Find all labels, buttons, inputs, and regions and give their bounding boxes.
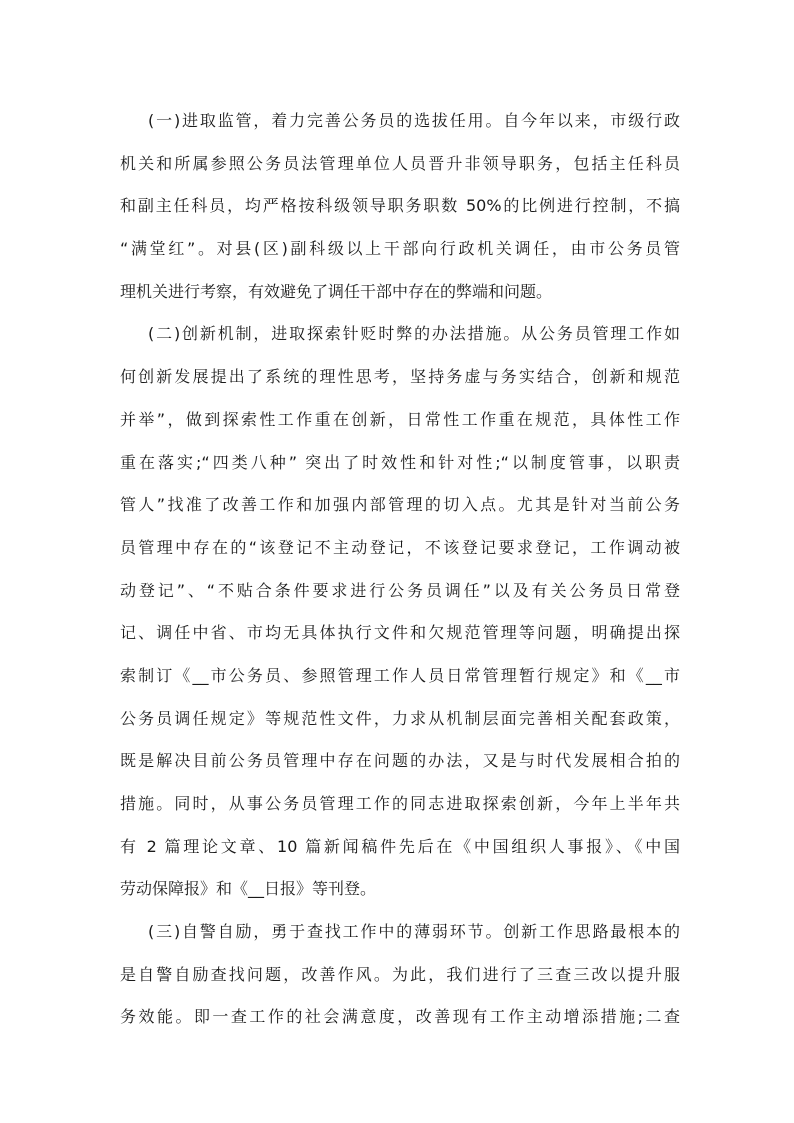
text-line: “满堂红”。对县(区)副科级以上干部向行政机关调任，由市公务员管: [120, 239, 680, 259]
text-line: (三)自警自励，勇于查找工作中的薄弱环节。创新工作思路最根本的: [148, 922, 680, 942]
text-line: 索制订《__市公务员、参照管理工作人员日常管理暂行规定》和《__市: [120, 665, 680, 685]
text-line: 何创新发展提出了系统的理性思考，坚持务虚与务实结合，创新和规范: [120, 367, 680, 387]
paragraph-2: [120, 313, 680, 911]
document-body: [120, 100, 680, 1039]
text-line: 和副主任科员，均严格按科级领导职务职数 50%的比例进行控制，不搞: [120, 196, 680, 216]
text-line: 既是解决目前公务员管理中存在问题的办法，又是与时代发展相合拍的: [120, 751, 680, 771]
text-line: 动登记”、“不贴合条件要求进行公务员调任”以及有关公务员日常登: [120, 580, 680, 600]
text-line: 公务员调任规定》等规范性文件，力求从机制层面完善相关配套政策，: [120, 708, 680, 728]
paragraph-1: [120, 100, 680, 313]
text-line: 劳动保障报》和《__日报》等刊登。: [120, 879, 377, 899]
text-line: 措施。同时，从事公务员管理工作的同志进取探索创新，今年上半年共: [120, 794, 680, 813]
text-line: 记、调任中省、市均无具体执行文件和欠规范管理等问题，明确提出探: [120, 623, 680, 643]
text-line: 员管理中存在的“该登记不主动登记，不该登记要求登记，工作调动被: [120, 537, 680, 557]
text-line: (一)进取监管，着力完善公务员的选拔任用。自今年以来，市级行政: [148, 111, 680, 130]
text-line: 并举”，做到探索性工作重在创新，日常性工作重在规范，具体性工作: [120, 409, 680, 429]
text-line: 有 2 篇理论文章、10 篇新闻稿件先后在《中国组织人事报》、《中国: [120, 836, 680, 856]
paragraph-3: [120, 911, 680, 1039]
text-line: (二)创新机制，进取探索针贬时弊的办法措施。从公务员管理工作如: [148, 324, 680, 344]
text-line: 是自警自励查找问题，改善作风。为此，我们进行了三查三改以提升服: [120, 964, 680, 984]
text-line: 重在落实;“四类八种” 突出了时效性和针对性;“以制度管事，以职责: [120, 452, 680, 472]
text-line: 务效能。即一查工作的社会满意度，改善现有工作主动增添措施;二查: [120, 1007, 680, 1027]
text-line: 理机关进行考察，有效避免了调任干部中存在的弊端和问题。: [120, 281, 553, 301]
text-line: 管人”找准了改善工作和加强内部管理的切入点。尤其是针对当前公务: [120, 495, 680, 515]
text-line: 机关和所属参照公务员法管理单位人员晋升非领导职务，包括主任科员: [120, 153, 680, 173]
